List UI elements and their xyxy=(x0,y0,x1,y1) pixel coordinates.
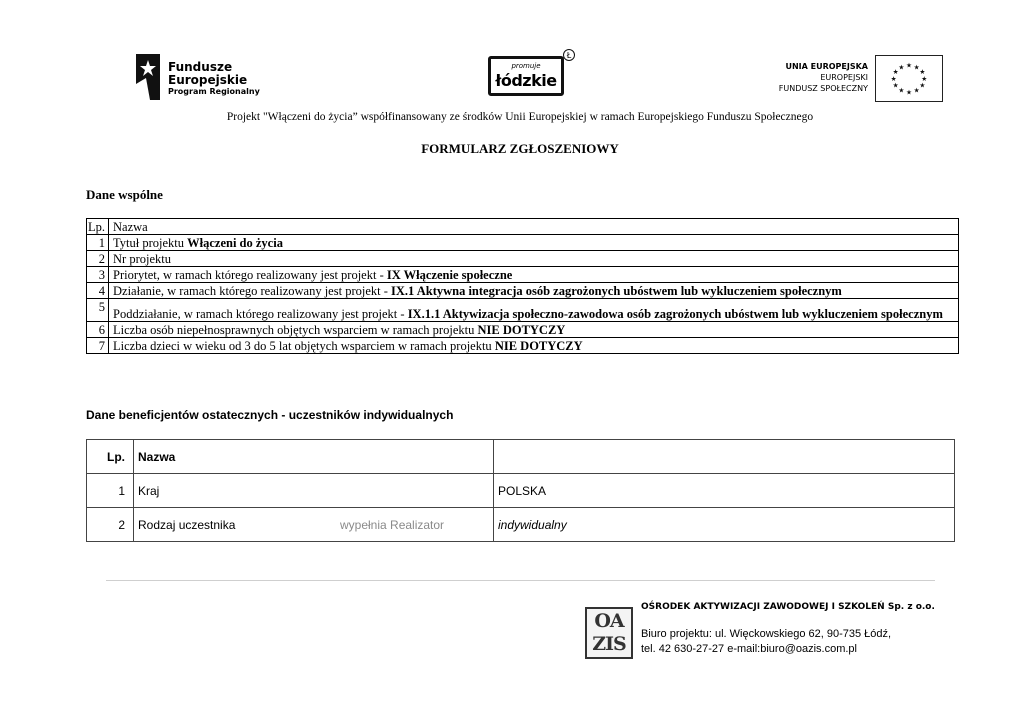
row-label: Priorytet, w ramach którego realizowany jest projekt - xyxy=(113,268,387,282)
row-name: Rodzaj uczestnika xyxy=(138,517,236,532)
unia-europejska-logo xyxy=(760,55,946,105)
row-value: IX.1.1 Aktywizacja społeczno-zawodowa osób zagrożonych ubóstwem lub wykluczeniem społecznym xyxy=(407,307,943,321)
row-text xyxy=(109,299,959,322)
fe-logo-line1: Fundusze xyxy=(168,60,233,74)
footer-divider xyxy=(106,580,935,581)
header-lp-text: Lp. xyxy=(107,449,125,464)
section-beneficiaries-title: Dane beneficjentów ostatecznych - uczestników indywidualnych xyxy=(86,408,454,422)
lodzkie-logo-frame xyxy=(488,56,564,96)
row-number: 4 xyxy=(87,283,109,299)
header-name-text: Nazwa xyxy=(138,449,176,464)
svg-text:★: ★ xyxy=(892,81,899,90)
lodzkie-logo-big-text: łódzkie xyxy=(495,71,557,90)
row-number: 5 xyxy=(87,299,109,322)
svg-text:★: ★ xyxy=(913,86,920,95)
header-name: Nazwa xyxy=(109,219,959,235)
lodzkie-logo-small-text: promuje xyxy=(511,62,541,70)
table-row xyxy=(87,235,959,251)
participant-type-value[interactable]: indywidualny xyxy=(494,508,955,542)
form-title: FORMULARZ ZGŁOSZENIOWY xyxy=(421,141,619,156)
eu-logo-line3: FUNDUSZ SPOŁECZNY xyxy=(778,84,868,93)
footer-contact: tel. 42 630-27-27 e-mail:biuro@oazis.com.pl xyxy=(641,643,857,655)
row-number: 2 xyxy=(87,251,109,267)
section-common-data-title: Dane wspólne xyxy=(86,187,163,202)
row-text xyxy=(109,251,959,267)
row-text xyxy=(109,267,959,283)
svg-text:★: ★ xyxy=(890,74,897,83)
table-row xyxy=(87,338,959,354)
svg-text:★: ★ xyxy=(919,81,926,90)
oazis-logo xyxy=(585,607,633,659)
svg-text:★: ★ xyxy=(921,74,928,83)
row-number: 2 xyxy=(87,508,134,542)
eu-logo-text xyxy=(779,61,868,94)
row-text xyxy=(109,235,959,251)
project-cofinancing-line: Projekt "Włączeni do życia” współfinansowany ze środków Unii Europejskiej w ramach Europejskiego Funduszu Społecznego xyxy=(226,111,814,123)
table-row xyxy=(87,474,955,508)
row-value: IX Włączenie społeczne xyxy=(386,268,513,282)
table-row xyxy=(87,267,959,283)
row-number: 1 xyxy=(87,235,109,251)
table-row xyxy=(87,283,959,299)
svg-text:★: ★ xyxy=(898,86,905,95)
country-value[interactable]: POLSKA xyxy=(494,474,955,508)
footer-company-name: OŚRODEK AKTYWIZACJI ZAWODOWEJ I SZKOLEŃ Sp. z o.o. xyxy=(641,602,935,612)
table-row xyxy=(87,251,959,267)
fundusze-europejskie-logo xyxy=(136,54,276,104)
svg-text:★: ★ xyxy=(913,63,920,72)
svg-text:★: ★ xyxy=(919,68,926,77)
row-label: Tytuł projektu xyxy=(113,236,188,250)
row-text xyxy=(109,338,959,354)
eu-flag-icon xyxy=(875,55,943,102)
footer-address: Biuro projektu: ul. Więckowskiego 62, 90-735 Łódź, xyxy=(641,628,892,640)
fe-logo-line3: Program Regionalny xyxy=(168,87,260,96)
row-label: Liczba dzieci w wieku od 3 do 5 lat objętych wsparciem w ramach projektu xyxy=(113,339,495,353)
row-value: IX.1 Aktywna integracja osób zagrożonych ubóstwem lub wykluczeniem społecznym xyxy=(391,284,842,298)
beneficiaries-table xyxy=(86,439,955,542)
row-number: 7 xyxy=(87,338,109,354)
row-value: Włączeni do życia xyxy=(187,236,283,250)
row-text xyxy=(109,322,959,338)
oazis-logo-top: OA xyxy=(594,610,624,632)
oazis-logo-bottom: ZIS xyxy=(592,633,626,655)
header-name xyxy=(134,440,494,474)
promuje-lodzkie-logo xyxy=(487,48,577,102)
row-number: 3 xyxy=(87,267,109,283)
eu-logo-line2: EUROPEJSKI xyxy=(820,73,868,82)
row-value: NIE DOTYCZY xyxy=(477,323,566,337)
common-data-table xyxy=(86,218,959,354)
row-value: NIE DOTYCZY xyxy=(494,339,583,353)
table-header-row xyxy=(87,440,955,474)
row-label: Liczba osób niepełnosprawnych objętych wsparciem w ramach projektu xyxy=(113,323,478,337)
row-name: Kraj xyxy=(134,474,494,508)
row-label: Poddziałanie, w ramach którego realizowany jest projekt - xyxy=(113,307,408,321)
row-number: 1 xyxy=(87,474,134,508)
row-label: Nr projektu xyxy=(113,252,171,266)
fe-flag-icon xyxy=(136,54,160,100)
table-row xyxy=(87,508,955,542)
table-row xyxy=(87,322,959,338)
svg-text:★: ★ xyxy=(898,63,905,72)
svg-text:★: ★ xyxy=(906,88,912,97)
row-label: Działanie, w ramach którego realizowany jest projekt - xyxy=(113,284,392,298)
svg-text:★: ★ xyxy=(892,68,899,77)
table-header-row xyxy=(87,219,959,235)
header-value-cell xyxy=(494,440,955,474)
eu-logo-line1: UNIA EUROPEJSKA xyxy=(785,62,868,71)
header-lp xyxy=(87,440,134,474)
filled-by-hint: wypełnia Realizator xyxy=(340,518,445,532)
row-number: 6 xyxy=(87,322,109,338)
row-text xyxy=(109,283,959,299)
fe-logo-line2: Europejskie xyxy=(168,73,248,87)
svg-text:★: ★ xyxy=(906,61,912,70)
table-row xyxy=(87,299,959,322)
lodzkie-logo-mark: Ł xyxy=(563,49,575,61)
header-lp: Lp. xyxy=(87,219,109,235)
row-name-cell xyxy=(134,508,494,542)
